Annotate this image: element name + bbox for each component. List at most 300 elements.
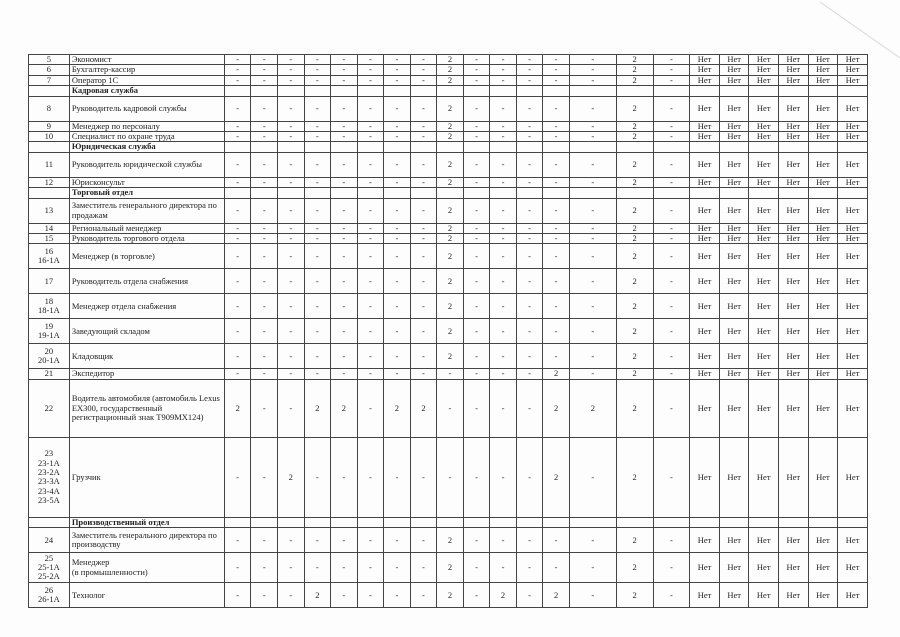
empty-cell (331, 86, 358, 96)
value-cell: Нет (779, 121, 809, 131)
value-cell: - (543, 96, 570, 121)
value-cell: - (653, 319, 690, 344)
value-cell: - (569, 152, 616, 177)
value-cell: - (331, 553, 358, 583)
value-cell: - (304, 121, 331, 131)
empty-cell (278, 517, 305, 527)
value-cell: - (251, 437, 278, 517)
value-cell: - (384, 553, 411, 583)
empty-cell (224, 517, 251, 527)
value-cell: Нет (808, 75, 838, 85)
table-row (29, 269, 868, 294)
value-cell: - (384, 344, 411, 369)
value-cell: Нет (749, 75, 779, 85)
value-cell: - (331, 121, 358, 131)
value-cell: - (384, 121, 411, 131)
value-cell: - (384, 244, 411, 269)
value-cell: - (304, 177, 331, 187)
value-cell: - (224, 528, 251, 553)
position-name: Руководитель кадровой службы (69, 96, 224, 121)
empty-cell (779, 517, 809, 527)
row-number: 26 26-1А (29, 583, 70, 608)
value-cell: Нет (690, 269, 720, 294)
value-cell: - (357, 528, 384, 553)
empty-cell (251, 142, 278, 152)
value-cell: Нет (690, 379, 720, 437)
value-cell: - (653, 132, 690, 142)
value-cell: - (490, 121, 517, 131)
value-cell: - (278, 528, 305, 553)
value-cell: - (384, 223, 411, 233)
row-number: 21 (29, 369, 70, 379)
value-cell: - (463, 75, 490, 85)
position-name: Менеджер отдела снабжения (69, 294, 224, 319)
value-cell: - (653, 269, 690, 294)
value-cell: - (304, 55, 331, 65)
value-cell: - (516, 269, 543, 294)
value-cell: - (543, 177, 570, 187)
empty-cell (838, 86, 868, 96)
value-cell: - (357, 65, 384, 75)
value-cell: - (463, 583, 490, 608)
value-cell: - (357, 234, 384, 244)
value-cell: - (516, 65, 543, 75)
value-cell: - (543, 553, 570, 583)
value-cell: - (304, 234, 331, 244)
value-cell: - (278, 121, 305, 131)
value-cell: Нет (690, 437, 720, 517)
value-cell: - (357, 223, 384, 233)
value-cell: - (331, 528, 358, 553)
empty-cell (719, 188, 749, 198)
table-row (29, 244, 868, 269)
empty-cell (616, 517, 653, 527)
value-cell: 2 (616, 269, 653, 294)
position-name: Юрисконсульт (69, 177, 224, 187)
value-cell: 2 (543, 379, 570, 437)
value-cell: - (278, 379, 305, 437)
value-cell: - (251, 583, 278, 608)
value-cell: - (278, 96, 305, 121)
scan-artifact-line (820, 0, 900, 60)
empty-cell (516, 188, 543, 198)
table-row (29, 437, 868, 517)
value-cell: Нет (808, 553, 838, 583)
value-cell: - (384, 234, 411, 244)
value-cell: - (653, 553, 690, 583)
value-cell: - (490, 319, 517, 344)
empty-cell (543, 86, 570, 96)
position-name: Региональный менеджер (69, 223, 224, 233)
value-cell: Нет (719, 244, 749, 269)
value-cell: 2 (616, 75, 653, 85)
value-cell: Нет (749, 234, 779, 244)
value-cell: - (653, 65, 690, 75)
value-cell: Нет (808, 152, 838, 177)
empty-cell (463, 517, 490, 527)
value-cell: - (410, 65, 437, 75)
row-number: 22 (29, 379, 70, 437)
value-cell: - (490, 244, 517, 269)
empty-cell (278, 142, 305, 152)
value-cell: - (653, 234, 690, 244)
position-name: Руководитель торгового отдела (69, 234, 224, 244)
value-cell: Нет (808, 223, 838, 233)
empty-cell (384, 142, 411, 152)
section-row (29, 517, 868, 527)
value-cell: 2 (278, 437, 305, 517)
value-cell: Нет (749, 583, 779, 608)
value-cell: - (516, 528, 543, 553)
value-cell: 2 (437, 152, 464, 177)
value-cell: - (331, 177, 358, 187)
value-cell: - (490, 269, 517, 294)
value-cell: Нет (808, 55, 838, 65)
value-cell: - (251, 244, 278, 269)
value-cell: 2 (384, 379, 411, 437)
empty-cell (779, 188, 809, 198)
value-cell: Нет (749, 152, 779, 177)
value-cell: - (251, 344, 278, 369)
value-cell: - (278, 177, 305, 187)
empty-cell (251, 188, 278, 198)
value-cell: - (224, 65, 251, 75)
value-cell: - (278, 244, 305, 269)
value-cell: - (543, 528, 570, 553)
value-cell: Нет (779, 152, 809, 177)
empty-cell (331, 517, 358, 527)
empty-cell (357, 142, 384, 152)
value-cell: 2 (437, 244, 464, 269)
value-cell: Нет (808, 65, 838, 75)
value-cell: - (278, 553, 305, 583)
value-cell: 2 (437, 75, 464, 85)
value-cell: - (543, 344, 570, 369)
value-cell: - (516, 75, 543, 85)
value-cell: - (251, 369, 278, 379)
value-cell: - (437, 369, 464, 379)
value-cell: - (224, 121, 251, 131)
empty-cell (304, 188, 331, 198)
value-cell: Нет (779, 437, 809, 517)
empty-cell (516, 517, 543, 527)
value-cell: Нет (808, 121, 838, 131)
value-cell: Нет (690, 234, 720, 244)
value-cell: Нет (838, 528, 868, 553)
empty-cell (749, 517, 779, 527)
value-cell: Нет (719, 132, 749, 142)
table-row (29, 528, 868, 553)
value-cell: 2 (331, 379, 358, 437)
empty-cell (516, 86, 543, 96)
value-cell: - (410, 369, 437, 379)
value-cell: Нет (838, 55, 868, 65)
value-cell: - (357, 121, 384, 131)
value-cell: - (410, 121, 437, 131)
value-cell: - (490, 96, 517, 121)
value-cell: - (463, 528, 490, 553)
empty-cell (224, 86, 251, 96)
value-cell: Нет (808, 177, 838, 187)
value-cell: - (490, 177, 517, 187)
row-number: 20 20-1А (29, 344, 70, 369)
table-row (29, 223, 868, 233)
value-cell: - (516, 55, 543, 65)
table-row (29, 65, 868, 75)
value-cell: Нет (690, 294, 720, 319)
value-cell: - (653, 437, 690, 517)
value-cell: - (463, 177, 490, 187)
value-cell: - (384, 177, 411, 187)
empty-cell (719, 517, 749, 527)
value-cell: - (463, 65, 490, 75)
empty-cell (490, 86, 517, 96)
value-cell: Нет (838, 198, 868, 223)
row-number: 7 (29, 75, 70, 85)
value-cell: - (304, 244, 331, 269)
row-number: 16 16-1А (29, 244, 70, 269)
value-cell: - (543, 198, 570, 223)
empty-cell (437, 86, 464, 96)
value-cell: Нет (719, 65, 749, 75)
value-cell: Нет (838, 177, 868, 187)
value-cell: - (410, 528, 437, 553)
value-cell: - (569, 583, 616, 608)
value-cell: - (516, 234, 543, 244)
value-cell: - (357, 152, 384, 177)
value-cell: Нет (719, 319, 749, 344)
row-number: 11 (29, 152, 70, 177)
value-cell: - (516, 319, 543, 344)
value-cell: Нет (719, 152, 749, 177)
value-cell: - (490, 528, 517, 553)
value-cell: - (543, 121, 570, 131)
empty-cell (251, 517, 278, 527)
value-cell: Нет (808, 294, 838, 319)
value-cell: - (653, 121, 690, 131)
value-cell: - (304, 75, 331, 85)
table-row (29, 344, 868, 369)
value-cell: - (251, 223, 278, 233)
value-cell: 2 (437, 132, 464, 142)
value-cell: Нет (779, 583, 809, 608)
value-cell: - (224, 244, 251, 269)
section-row (29, 142, 868, 152)
value-cell: - (278, 269, 305, 294)
value-cell: Нет (690, 55, 720, 65)
value-cell: - (251, 234, 278, 244)
value-cell: - (653, 152, 690, 177)
value-cell: 2 (437, 319, 464, 344)
value-cell: - (516, 379, 543, 437)
table-row (29, 583, 868, 608)
value-cell: - (569, 96, 616, 121)
value-cell: - (569, 528, 616, 553)
value-cell: - (224, 75, 251, 85)
value-cell: Нет (749, 244, 779, 269)
value-cell: Нет (749, 344, 779, 369)
value-cell: Нет (749, 269, 779, 294)
value-cell: 2 (616, 553, 653, 583)
value-cell: - (357, 583, 384, 608)
value-cell: - (543, 234, 570, 244)
value-cell: - (463, 437, 490, 517)
value-cell: - (224, 96, 251, 121)
empty-cell (224, 142, 251, 152)
value-cell: - (224, 583, 251, 608)
value-cell: Нет (690, 121, 720, 131)
value-cell: - (304, 269, 331, 294)
position-name: Менеджер (в промышленности) (69, 553, 224, 583)
section-title: Кадровая служба (69, 86, 224, 96)
value-cell: 2 (543, 369, 570, 379)
empty-cell (304, 142, 331, 152)
value-cell: - (569, 234, 616, 244)
value-cell: - (384, 65, 411, 75)
value-cell: - (463, 152, 490, 177)
value-cell: - (410, 198, 437, 223)
empty-cell (616, 188, 653, 198)
value-cell: - (331, 344, 358, 369)
value-cell: - (490, 344, 517, 369)
value-cell: Нет (838, 96, 868, 121)
empty-cell (653, 142, 690, 152)
value-cell: - (304, 223, 331, 233)
value-cell: - (278, 583, 305, 608)
value-cell: - (569, 553, 616, 583)
position-name: Менеджер (в торговле) (69, 244, 224, 269)
value-cell: - (384, 152, 411, 177)
value-cell: - (357, 553, 384, 583)
value-cell: - (463, 379, 490, 437)
value-cell: Нет (690, 177, 720, 187)
value-cell: - (516, 198, 543, 223)
value-cell: 2 (616, 583, 653, 608)
value-cell: - (251, 75, 278, 85)
value-cell: 2 (304, 379, 331, 437)
value-cell: - (278, 55, 305, 65)
value-cell: - (224, 369, 251, 379)
value-cell: - (543, 244, 570, 269)
row-number: 18 18-1А (29, 294, 70, 319)
value-cell: Нет (838, 121, 868, 131)
value-cell: 2 (616, 198, 653, 223)
empty-cell (437, 142, 464, 152)
value-cell: Нет (808, 269, 838, 294)
value-cell: - (304, 369, 331, 379)
value-cell: - (251, 553, 278, 583)
value-cell: - (516, 121, 543, 131)
value-cell: - (331, 437, 358, 517)
empty-cell (463, 86, 490, 96)
value-cell: - (384, 269, 411, 294)
value-cell: - (516, 96, 543, 121)
empty-cell (808, 86, 838, 96)
value-cell: - (490, 223, 517, 233)
position-name: Экономист (69, 55, 224, 65)
value-cell: - (304, 319, 331, 344)
value-cell: Нет (779, 528, 809, 553)
empty-cell (569, 86, 616, 96)
value-cell: - (653, 244, 690, 269)
empty-cell (616, 86, 653, 96)
value-cell: 2 (616, 152, 653, 177)
value-cell: Нет (779, 75, 809, 85)
value-cell: - (490, 294, 517, 319)
value-cell: 2 (437, 198, 464, 223)
value-cell: - (251, 132, 278, 142)
position-name: Руководитель юридической службы (69, 152, 224, 177)
value-cell: Нет (779, 223, 809, 233)
position-name: Водитель автомобиля (автомобиль Lexus EX300, государственный регистрационный знак T909MX124) (69, 379, 224, 437)
value-cell: Нет (808, 244, 838, 269)
position-name: Кладовщик (69, 344, 224, 369)
value-cell: Нет (690, 198, 720, 223)
value-cell: - (304, 152, 331, 177)
value-cell: Нет (779, 55, 809, 65)
row-number: 5 (29, 55, 70, 65)
value-cell: Нет (779, 234, 809, 244)
value-cell: Нет (719, 583, 749, 608)
value-cell: - (516, 223, 543, 233)
table-row (29, 234, 868, 244)
value-cell: - (410, 319, 437, 344)
value-cell: Нет (838, 269, 868, 294)
value-cell: - (653, 379, 690, 437)
row-number: 12 (29, 177, 70, 187)
table-row (29, 132, 868, 142)
value-cell: - (331, 583, 358, 608)
value-cell: Нет (749, 65, 779, 75)
value-cell: Нет (808, 379, 838, 437)
value-cell: 2 (304, 583, 331, 608)
value-cell: - (357, 244, 384, 269)
value-cell: - (251, 528, 278, 553)
value-cell: - (251, 294, 278, 319)
value-cell: Нет (779, 65, 809, 75)
value-cell: Нет (779, 269, 809, 294)
ppe-issue-table (28, 54, 868, 608)
value-cell: Нет (749, 223, 779, 233)
value-cell: Нет (838, 437, 868, 517)
value-cell: 2 (616, 55, 653, 65)
value-cell: Нет (719, 121, 749, 131)
value-cell: - (357, 319, 384, 344)
position-name: Экспедитор (69, 369, 224, 379)
value-cell: - (569, 269, 616, 294)
value-cell: - (516, 294, 543, 319)
value-cell: - (410, 234, 437, 244)
value-cell: Нет (749, 96, 779, 121)
empty-cell (490, 517, 517, 527)
empty-cell (278, 188, 305, 198)
value-cell: - (653, 177, 690, 187)
value-cell: Нет (690, 528, 720, 553)
value-cell: Нет (779, 132, 809, 142)
value-cell: Нет (808, 369, 838, 379)
empty-cell (653, 517, 690, 527)
value-cell: - (410, 132, 437, 142)
value-cell: - (463, 369, 490, 379)
value-cell: - (384, 437, 411, 517)
value-cell: 2 (616, 437, 653, 517)
value-cell: Нет (749, 198, 779, 223)
value-cell: Нет (690, 344, 720, 369)
value-cell: - (463, 223, 490, 233)
value-cell: - (331, 294, 358, 319)
value-cell: - (653, 75, 690, 85)
empty-cell (653, 188, 690, 198)
